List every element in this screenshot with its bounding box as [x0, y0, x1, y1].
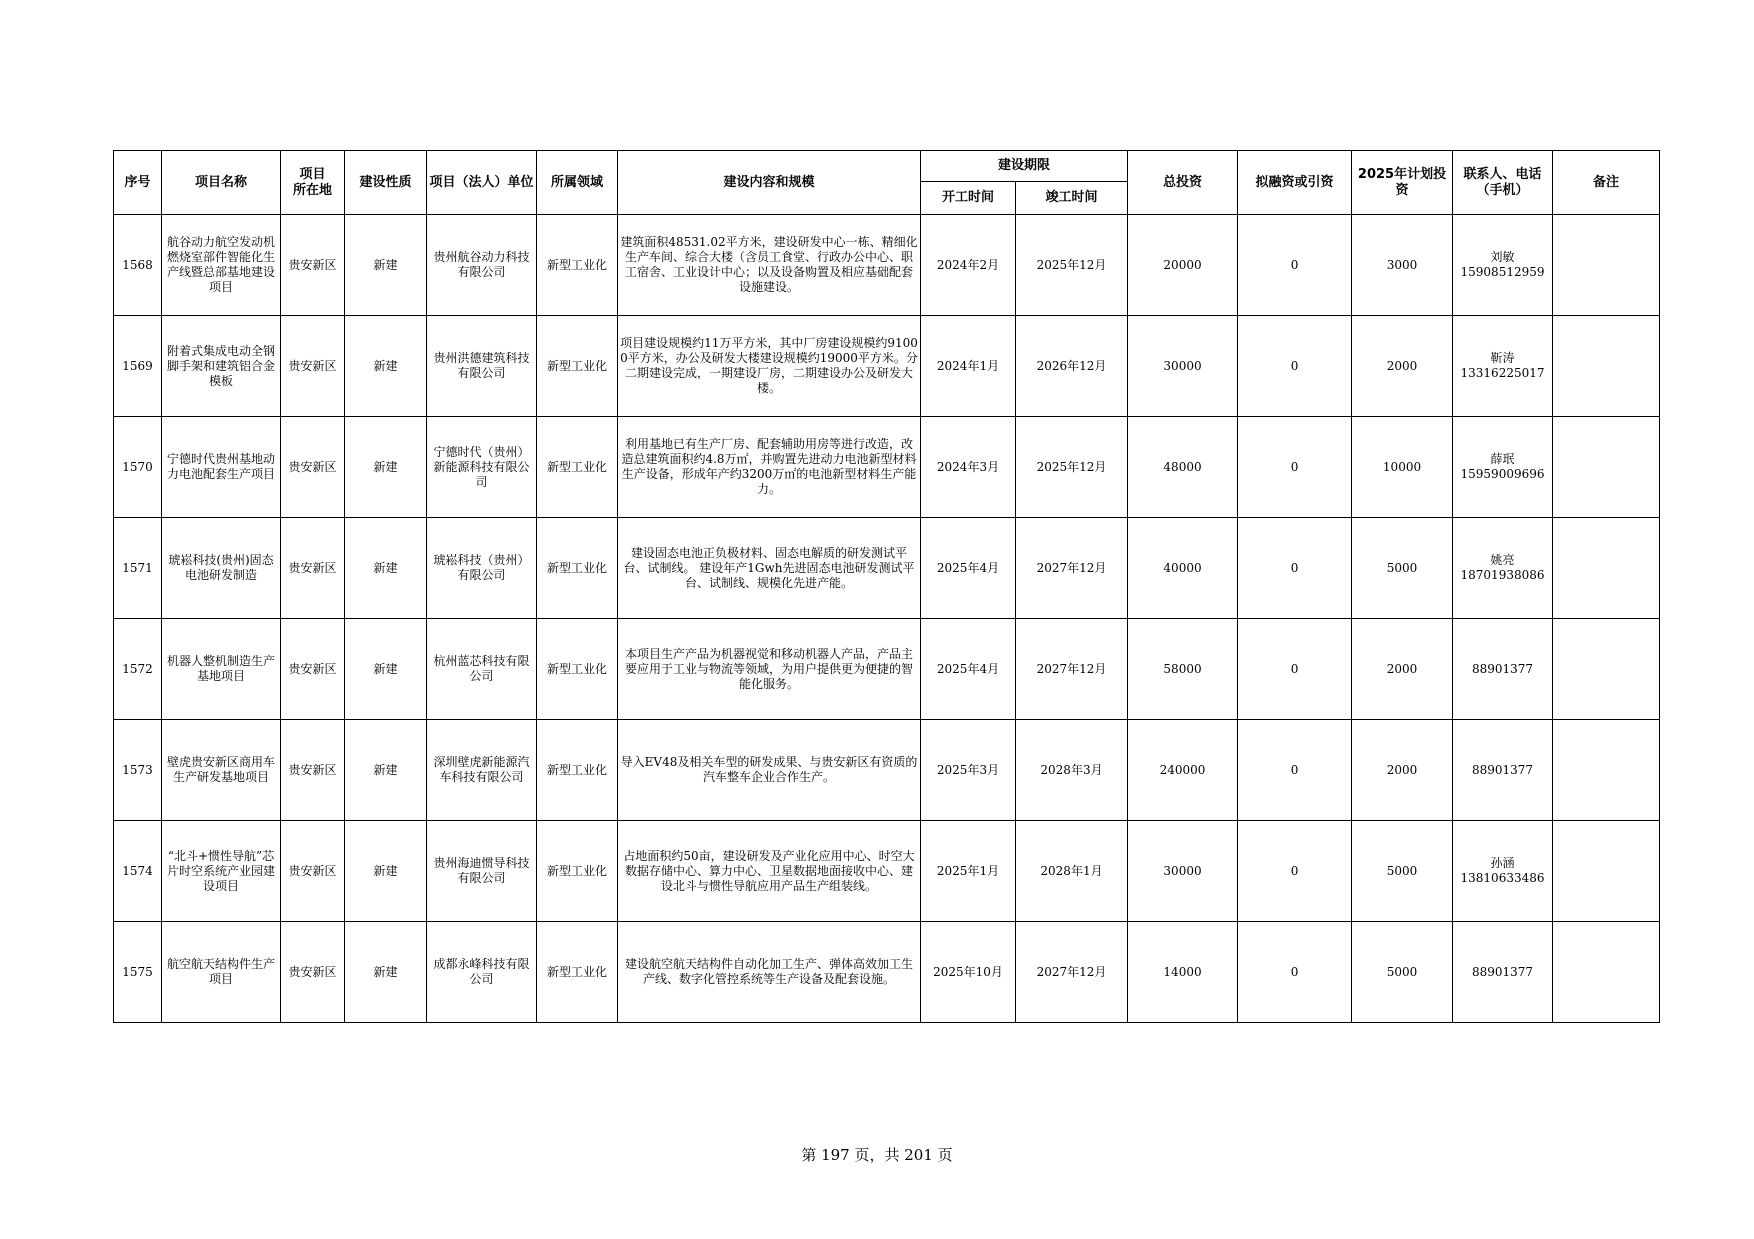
- cell-seq: 1572: [114, 619, 162, 720]
- cell-content: 建设固态电池正负极材料、固态电解质的研发测试平台、试制线。 建设年产1Gwh先进固态电池研发测试平台、试制线、规模化先进产能。: [618, 518, 921, 619]
- cell-location: 贵安新区: [281, 619, 345, 720]
- contact-phone: 13316225017: [1460, 366, 1545, 380]
- cell-location: 贵安新区: [281, 720, 345, 821]
- cell-end: 2025年12月: [1016, 215, 1128, 316]
- contact-name: 孙涵: [1490, 856, 1515, 870]
- table-row: [114, 417, 1660, 518]
- cell-contact: [1453, 316, 1553, 417]
- cell-nature: 新建: [345, 518, 427, 619]
- cell-location: 贵安新区: [281, 215, 345, 316]
- cell-total: 48000: [1128, 417, 1238, 518]
- cell-contact: [1453, 922, 1553, 1023]
- cell-unit: 贵州海迪惯导科技有限公司: [427, 821, 537, 922]
- cell-field: 新型工业化: [537, 518, 618, 619]
- contact-phone: 15908512959: [1460, 265, 1545, 279]
- cell-contact: [1453, 518, 1553, 619]
- cell-project-name: 宁德时代贵州基地动力电池配套生产项目: [162, 417, 281, 518]
- table-row: [114, 922, 1660, 1023]
- cell-start: 2024年3月: [921, 417, 1016, 518]
- cell-remark: [1553, 821, 1660, 922]
- col-name-header: 项目名称: [162, 151, 281, 215]
- cell-seq: 1574: [114, 821, 162, 922]
- cell-end: 2027年12月: [1016, 619, 1128, 720]
- table-header: [114, 151, 1660, 215]
- cell-financing: 0: [1238, 417, 1352, 518]
- cell-unit: 琥崧科技（贵州）有限公司: [427, 518, 537, 619]
- cell-remark: [1553, 316, 1660, 417]
- cell-end: 2028年1月: [1016, 821, 1128, 922]
- cell-contact: [1453, 215, 1553, 316]
- contact-phone: 18701938086: [1460, 568, 1545, 582]
- cell-nature: 新建: [345, 215, 427, 316]
- col-end-header: 竣工时间: [1016, 182, 1128, 215]
- cell-nature: 新建: [345, 821, 427, 922]
- cell-financing: 0: [1238, 215, 1352, 316]
- cell-remark: [1553, 215, 1660, 316]
- cell-contact: [1453, 619, 1553, 720]
- cell-financing: 0: [1238, 720, 1352, 821]
- cell-nature: 新建: [345, 720, 427, 821]
- table-body: [114, 215, 1660, 1023]
- cell-nature: 新建: [345, 922, 427, 1023]
- cell-nature: 新建: [345, 417, 427, 518]
- cell-location: 贵安新区: [281, 922, 345, 1023]
- cell-seq: 1575: [114, 922, 162, 1023]
- cell-plan2025: 10000: [1352, 417, 1453, 518]
- cell-content: 利用基地已有生产厂房、配套辅助用房等进行改造，改造总建筑面积约4.8万㎡，并购置先进动力电池新型材料生产设备，形成年产约3200万㎡的电池新型材料生产能力。: [618, 417, 921, 518]
- cell-field: 新型工业化: [537, 922, 618, 1023]
- cell-total: 20000: [1128, 215, 1238, 316]
- cell-plan2025: 2000: [1352, 316, 1453, 417]
- cell-project-name: 附着式集成电动全钢脚手架和建筑铝合金模板: [162, 316, 281, 417]
- contact-name: 靳涛: [1490, 351, 1515, 365]
- col-start-header: 开工时间: [921, 182, 1016, 215]
- cell-financing: 0: [1238, 922, 1352, 1023]
- contact-phone: 13810633486: [1460, 871, 1545, 885]
- cell-seq: 1573: [114, 720, 162, 821]
- col-field-header: 所属领域: [537, 151, 618, 215]
- cell-unit: 宁德时代（贵州）新能源科技有限公司: [427, 417, 537, 518]
- cell-total: 30000: [1128, 821, 1238, 922]
- cell-content: 本项目生产产品为机器视觉和移动机器人产品，产品主要应用于工业与物流等领域，为用户提供更为便捷的智能化服务。: [618, 619, 921, 720]
- col-location-header: 项目 所在地: [281, 151, 345, 215]
- table-row: [114, 619, 1660, 720]
- cell-unit: 贵州洪德建筑科技有限公司: [427, 316, 537, 417]
- cell-project-name: “北斗+惯性导航”芯片时空系统产业园建设项目: [162, 821, 281, 922]
- contact-phone: 88901377: [1471, 964, 1534, 979]
- cell-project-name: 琥崧科技(贵州)固态电池研发制造: [162, 518, 281, 619]
- cell-financing: 0: [1238, 821, 1352, 922]
- cell-unit: 成都永峰科技有限公司: [427, 922, 537, 1023]
- cell-remark: [1553, 417, 1660, 518]
- contact-phone: 88901377: [1471, 661, 1534, 676]
- cell-field: 新型工业化: [537, 417, 618, 518]
- cell-project-name: 航空航天结构件生产项目: [162, 922, 281, 1023]
- cell-financing: 0: [1238, 619, 1352, 720]
- cell-seq: 1569: [114, 316, 162, 417]
- cell-nature: 新建: [345, 316, 427, 417]
- cell-end: 2027年12月: [1016, 518, 1128, 619]
- cell-start: 2025年10月: [921, 922, 1016, 1023]
- cell-seq: 1568: [114, 215, 162, 316]
- cell-content: 占地面积约50亩，建设研发及产业化应用中心、时空大数据存储中心、算力中心、卫星数据地面接收中心、建设北斗与惯性导航应用产品生产组装线。: [618, 821, 921, 922]
- col-contact-header: 联系人、电话（手机）: [1453, 151, 1553, 215]
- cell-seq: 1571: [114, 518, 162, 619]
- cell-start: 2025年4月: [921, 518, 1016, 619]
- table-row: [114, 215, 1660, 316]
- cell-end: 2025年12月: [1016, 417, 1128, 518]
- cell-plan2025: 2000: [1352, 720, 1453, 821]
- cell-contact: [1453, 720, 1553, 821]
- col-financing-header: 拟融资或引资: [1238, 151, 1352, 215]
- contact-name: 刘敏: [1490, 250, 1515, 264]
- contact-name: 薛珉: [1490, 452, 1515, 466]
- table-row: [114, 518, 1660, 619]
- cell-unit: 杭州蓝芯科技有限公司: [427, 619, 537, 720]
- col-total-header: 总投资: [1128, 151, 1238, 215]
- cell-seq: 1570: [114, 417, 162, 518]
- page-footer: 第 197 页，共 201 页: [801, 1146, 953, 1164]
- cell-start: 2024年1月: [921, 316, 1016, 417]
- cell-content: 建设航空航天结构件自动化加工生产、弹体高效加工生产线、数字化管控系统等生产设备及配套设施。: [618, 922, 921, 1023]
- col-content-header: 建设内容和规模: [618, 151, 921, 215]
- table-row: [114, 720, 1660, 821]
- contact-phone: 15959009696: [1460, 467, 1545, 481]
- cell-financing: 0: [1238, 518, 1352, 619]
- cell-location: 贵安新区: [281, 417, 345, 518]
- col-remark-header: 备注: [1553, 151, 1660, 215]
- cell-start: 2025年1月: [921, 821, 1016, 922]
- cell-content: 建筑面积48531.02平方米，建设研发中心一栋、精细化生产车间、综合大楼（含员工食堂、行政办公中心、职工宿舍、工业设计中心；以及设备购置及相应基础配套设施建设。: [618, 215, 921, 316]
- cell-start: 2025年3月: [921, 720, 1016, 821]
- cell-remark: [1553, 720, 1660, 821]
- cell-end: 2028年3月: [1016, 720, 1128, 821]
- cell-project-name: 航谷动力航空发动机燃烧室部件智能化生产线暨总部基地建设项目: [162, 215, 281, 316]
- cell-contact: [1453, 417, 1553, 518]
- table-row: [114, 821, 1660, 922]
- cell-plan2025: 5000: [1352, 518, 1453, 619]
- col-unit-header: 项目（法人）单位: [427, 151, 537, 215]
- cell-contact: [1453, 821, 1553, 922]
- cell-end: 2026年12月: [1016, 316, 1128, 417]
- cell-start: 2025年4月: [921, 619, 1016, 720]
- cell-financing: 0: [1238, 316, 1352, 417]
- cell-unit: 深圳壁虎新能源汽车科技有限公司: [427, 720, 537, 821]
- col-plan2025-header: 2025年计划投资: [1352, 151, 1453, 215]
- cell-plan2025: 2000: [1352, 619, 1453, 720]
- project-table: [113, 150, 1660, 1023]
- cell-total: 58000: [1128, 619, 1238, 720]
- cell-location: 贵安新区: [281, 518, 345, 619]
- cell-nature: 新建: [345, 619, 427, 720]
- cell-total: 14000: [1128, 922, 1238, 1023]
- cell-location: 贵安新区: [281, 821, 345, 922]
- cell-field: 新型工业化: [537, 821, 618, 922]
- cell-field: 新型工业化: [537, 619, 618, 720]
- cell-field: 新型工业化: [537, 215, 618, 316]
- cell-unit: 贵州航谷动力科技有限公司: [427, 215, 537, 316]
- cell-remark: [1553, 922, 1660, 1023]
- cell-project-name: 壁虎贵安新区商用车生产研发基地项目: [162, 720, 281, 821]
- cell-start: 2024年2月: [921, 215, 1016, 316]
- cell-content: 项目建设规模约11万平方米，其中厂房建设规模约91000平方米，办公及研发大楼建设规模约19000平方米。分二期建设完成，一期建设厂房，二期建设办公及研发大楼。: [618, 316, 921, 417]
- cell-plan2025: 5000: [1352, 821, 1453, 922]
- col-seq-header: 序号: [114, 151, 162, 215]
- cell-field: 新型工业化: [537, 316, 618, 417]
- contact-name: 姚亮: [1490, 553, 1515, 567]
- cell-remark: [1553, 619, 1660, 720]
- cell-project-name: 机器人整机制造生产基地项目: [162, 619, 281, 720]
- contact-phone: 88901377: [1471, 762, 1534, 777]
- cell-plan2025: 5000: [1352, 922, 1453, 1023]
- cell-field: 新型工业化: [537, 720, 618, 821]
- cell-location: 贵安新区: [281, 316, 345, 417]
- cell-total: 240000: [1128, 720, 1238, 821]
- cell-content: 导入EV48及相关车型的研发成果、与贵安新区有资质的汽车整车企业合作生产。: [618, 720, 921, 821]
- cell-total: 30000: [1128, 316, 1238, 417]
- col-nature-header: 建设性质: [345, 151, 427, 215]
- cell-remark: [1553, 518, 1660, 619]
- col-period-header: 建设期限: [921, 151, 1128, 182]
- cell-total: 40000: [1128, 518, 1238, 619]
- table-row: [114, 316, 1660, 417]
- cell-plan2025: 3000: [1352, 215, 1453, 316]
- cell-end: 2027年12月: [1016, 922, 1128, 1023]
